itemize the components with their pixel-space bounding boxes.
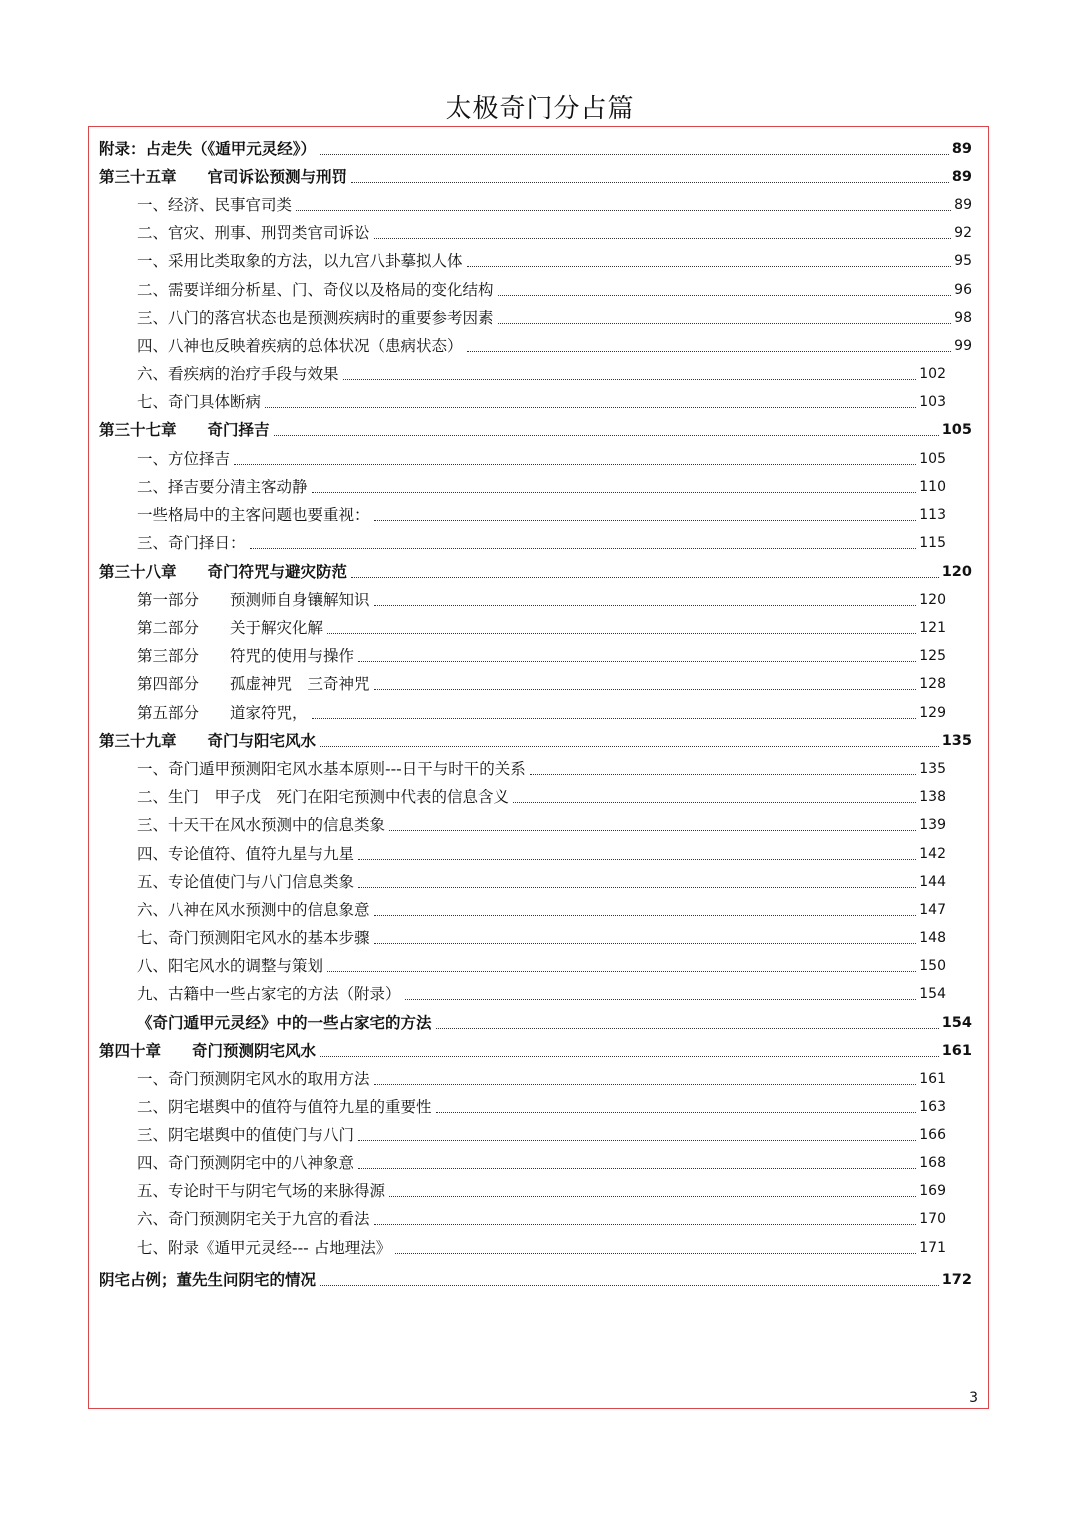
toc-entry-page: 102	[919, 366, 946, 382]
dot-leader	[274, 434, 939, 436]
dot-leader	[374, 1083, 917, 1085]
toc-section-row[interactable]	[137, 525, 946, 553]
toc-entry-title: 第三部分 符咒的使用与操作	[137, 647, 355, 665]
dot-leader	[320, 745, 939, 747]
toc-entry-page: 169	[919, 1183, 946, 1199]
toc-entry-title: 三、阴宅堪舆中的值使门与八门	[137, 1126, 355, 1144]
toc-entry-title: 四、八神也反映着疾病的总体状况（患病状态）	[137, 337, 463, 355]
toc-entry-title: 二、生门 甲子戊 死门在阳宅预测中代表的信息含义	[137, 788, 510, 806]
toc-chapter-row[interactable]	[99, 723, 972, 751]
toc-chapter-row[interactable]	[99, 412, 972, 440]
dot-leader	[358, 858, 916, 860]
dot-leader	[343, 378, 917, 380]
toc-entry-title: 第二部分 关于解灾化解	[137, 619, 324, 637]
toc-frame	[88, 126, 989, 1409]
toc-chapter-row[interactable]	[99, 159, 972, 187]
toc-section-row[interactable]	[137, 1201, 946, 1229]
toc-section-row[interactable]	[137, 1089, 946, 1117]
dot-leader	[327, 632, 916, 634]
toc-chapter-row[interactable]	[99, 1262, 972, 1290]
toc-entry-title: 三、奇门择日：	[137, 534, 246, 552]
dot-leader	[234, 463, 916, 465]
toc-entry-page: 115	[919, 535, 946, 551]
toc-section-row[interactable]	[137, 948, 946, 976]
toc-entry-title: 六、八神在风水预测中的信息象意	[137, 901, 370, 919]
toc-section-row[interactable]	[137, 892, 946, 920]
dot-leader	[320, 153, 949, 155]
toc-entry-title: 第三十五章 官司诉讼预测与刑罚	[99, 168, 348, 186]
toc-entry-title: 二、择吉要分清主客动静	[137, 478, 308, 496]
dot-leader	[358, 660, 916, 662]
dot-leader	[312, 717, 917, 719]
toc-entry-page: 120	[941, 564, 972, 580]
toc-entry-page: 96	[954, 282, 972, 298]
dot-leader	[374, 942, 917, 944]
toc-entry-page: 147	[919, 902, 946, 918]
toc-entry-page: 120	[919, 592, 946, 608]
toc-entry-title: 九、古籍中一些占家宅的方法（附录）	[137, 985, 401, 1003]
dot-leader	[265, 406, 916, 408]
toc-entry-title: 第四部分 孤虚神咒 三奇神咒	[137, 675, 370, 693]
toc-entry-title: 一、经济、民事官司类	[137, 196, 293, 214]
toc-section-row[interactable]	[137, 920, 946, 948]
toc-section-row[interactable]	[137, 328, 972, 356]
toc-entry-page: 154	[941, 1015, 972, 1031]
toc-entry-title: 二、官灾、刑事、刑罚类官司诉讼	[137, 224, 370, 242]
toc-entry-page: 148	[919, 930, 946, 946]
toc-chapter-row[interactable]	[99, 554, 972, 582]
toc-entry-page: 142	[919, 846, 946, 862]
toc-entry-page: 154	[919, 986, 946, 1002]
toc-entry-title: 三、八门的落宫状态也是预测疾病时的重要参考因素	[137, 309, 494, 327]
dot-leader	[374, 604, 917, 606]
toc-entry-page: 171	[919, 1240, 946, 1256]
toc-section-row[interactable]	[137, 356, 946, 384]
dot-leader	[389, 829, 916, 831]
toc-entry-page: 138	[919, 789, 946, 805]
dot-leader	[405, 998, 917, 1000]
toc-entry-page: 103	[919, 394, 946, 410]
toc-section-row[interactable]	[137, 976, 946, 1004]
dot-leader	[498, 294, 952, 296]
toc-section-row[interactable]	[137, 1061, 946, 1089]
dot-leader	[374, 914, 917, 916]
toc-entry-title: 四、专论值符、值符九星与九星	[137, 845, 355, 863]
toc-entry-title: 一、方位择吉	[137, 450, 231, 468]
toc-section-row[interactable]	[137, 638, 946, 666]
toc-entry-page: 128	[919, 676, 946, 692]
dot-leader	[312, 491, 917, 493]
dot-leader	[351, 181, 949, 183]
toc-entry-title: 五、专论值使门与八门信息类象	[137, 873, 355, 891]
toc-entry-page: 92	[954, 225, 972, 241]
toc-entry-page: 170	[919, 1211, 946, 1227]
dot-leader	[530, 773, 916, 775]
toc-entry-title: 七、附录《遁甲元灵经--- 占地理法》	[137, 1239, 392, 1257]
toc-entry-page: 89	[954, 197, 972, 213]
toc-entry-page: 135	[941, 733, 972, 749]
dot-leader	[498, 322, 952, 324]
toc-entry-page: 163	[919, 1099, 946, 1115]
toc-entry-title: 一些格局中的主客问题也要重视：	[137, 506, 370, 524]
toc-entry-page: 113	[919, 507, 946, 523]
toc-section-row[interactable]	[137, 807, 946, 835]
toc-section-row[interactable]	[137, 610, 946, 638]
toc-entry-title: 五、专论时干与阴宅气场的来脉得源	[137, 1182, 386, 1200]
toc-entry-title: 第四十章 奇门预测阴宅风水	[99, 1042, 317, 1060]
toc-entry-title: 第一部分 预测师自身镶解知识	[137, 591, 370, 609]
dot-leader	[467, 265, 952, 267]
toc-section-row[interactable]	[137, 1230, 946, 1258]
toc-entry-title: 七、奇门具体断病	[137, 393, 262, 411]
toc-section-row[interactable]	[137, 1005, 972, 1033]
dot-leader	[250, 547, 917, 549]
toc-section-row[interactable]	[137, 1117, 946, 1145]
toc-entry-page: 110	[919, 479, 946, 495]
toc-entry-page: 121	[919, 620, 946, 636]
toc-section-row[interactable]	[137, 187, 972, 215]
dot-leader	[320, 1055, 939, 1057]
toc-chapter-row[interactable]	[99, 131, 972, 159]
toc-section-row[interactable]	[137, 836, 946, 864]
dot-leader	[358, 886, 916, 888]
toc-section-row[interactable]	[137, 666, 946, 694]
dot-leader	[327, 970, 916, 972]
dot-leader	[395, 1252, 916, 1254]
toc-entry-page: 161	[919, 1071, 946, 1087]
dot-leader	[374, 237, 952, 239]
toc-entry-title: 四、奇门预测阴宅中的八神象意	[137, 1154, 355, 1172]
toc-section-row[interactable]	[137, 779, 946, 807]
toc-entry-page: 144	[919, 874, 946, 890]
dot-leader	[389, 1195, 916, 1197]
toc-entry-title: 《奇门遁甲元灵经》中的一些占家宅的方法	[137, 1014, 432, 1032]
toc-section-row[interactable]	[137, 864, 946, 892]
toc-section-row[interactable]	[137, 1145, 946, 1173]
dot-leader	[320, 1284, 939, 1286]
toc-section-row[interactable]	[137, 582, 946, 610]
toc-entry-title: 阴宅占例；董先生问阴宅的情况	[99, 1271, 317, 1289]
toc-section-row[interactable]	[137, 441, 946, 469]
toc-entry-title: 三、十天干在风水预测中的信息类象	[137, 816, 386, 834]
toc-entry-page: 135	[919, 761, 946, 777]
toc-entry-title: 二、阴宅堪舆中的值符与值符九星的重要性	[137, 1098, 432, 1116]
dot-leader	[436, 1111, 917, 1113]
toc-entry-title: 七、奇门预测阳宅风水的基本步骤	[137, 929, 370, 947]
toc-entry-title: 第三十八章 奇门符咒与避灾防范	[99, 563, 348, 581]
toc-section-row[interactable]	[137, 215, 972, 243]
toc-entry-page: 125	[919, 648, 946, 664]
toc-section-row[interactable]	[137, 469, 946, 497]
toc-entry-page: 105	[941, 422, 972, 438]
toc-section-row[interactable]	[137, 300, 972, 328]
toc-section-row[interactable]	[137, 272, 972, 300]
toc-entry-page: 166	[919, 1127, 946, 1143]
toc-entry-title: 附录：占走失（《遁甲元灵经》）	[99, 140, 317, 158]
dot-leader	[358, 1167, 916, 1169]
toc-entry-title: 一、奇门预测阴宅风水的取用方法	[137, 1070, 370, 1088]
toc-entry-title: 第三十七章 奇门择吉	[99, 421, 270, 439]
dot-leader	[374, 1223, 917, 1225]
toc-section-row[interactable]	[137, 695, 946, 723]
toc-entry-page: 95	[954, 253, 972, 269]
toc-entry-page: 129	[919, 705, 946, 721]
toc-entry-page: 161	[941, 1043, 972, 1059]
toc-entry-page: 98	[954, 310, 972, 326]
dot-leader	[296, 209, 951, 211]
toc-entry-title: 八、阳宅风水的调整与策划	[137, 957, 324, 975]
toc-entry-page: 89	[951, 141, 972, 157]
dot-leader	[358, 1139, 916, 1141]
toc-entry-page: 150	[919, 958, 946, 974]
toc-entry-title: 第五部分 道家符咒，	[137, 704, 308, 722]
toc-section-row[interactable]	[137, 243, 972, 271]
toc-entry-page: 99	[954, 338, 972, 354]
toc-entry-title: 第三十九章 奇门与阳宅风水	[99, 732, 317, 750]
page-title: 太极奇门分占篇	[445, 94, 635, 124]
page-number: 3	[969, 1390, 978, 1406]
toc-entry-title: 六、看疾病的治疗手段与效果	[137, 365, 339, 383]
dot-leader	[374, 519, 917, 521]
dot-leader	[513, 801, 916, 803]
toc-section-row[interactable]	[137, 1173, 946, 1201]
toc-section-row[interactable]	[137, 497, 946, 525]
toc-entry-page: 168	[919, 1155, 946, 1171]
dot-leader	[436, 1027, 939, 1029]
dot-leader	[374, 688, 917, 690]
toc-entry-title: 二、需要详细分析星、门、奇仪以及格局的变化结构	[137, 281, 494, 299]
toc-entry-page: 139	[919, 817, 946, 833]
toc-section-row[interactable]	[137, 751, 946, 779]
toc-entry-page: 89	[951, 169, 972, 185]
toc-section-row[interactable]	[137, 384, 946, 412]
toc-chapter-row[interactable]	[99, 1033, 972, 1061]
toc-entry-title: 六、奇门预测阴宅关于九宫的看法	[137, 1210, 370, 1228]
toc-entry-title: 一、采用比类取象的方法，以九宫八卦摹拟人体	[137, 252, 463, 270]
dot-leader	[467, 350, 952, 352]
toc-entry-title: 一、奇门遁甲预测阳宅风水基本原则---日干与时干的关系	[137, 760, 526, 778]
toc-entry-page: 172	[941, 1272, 972, 1288]
dot-leader	[351, 576, 939, 578]
toc-entry-page: 105	[919, 451, 946, 467]
